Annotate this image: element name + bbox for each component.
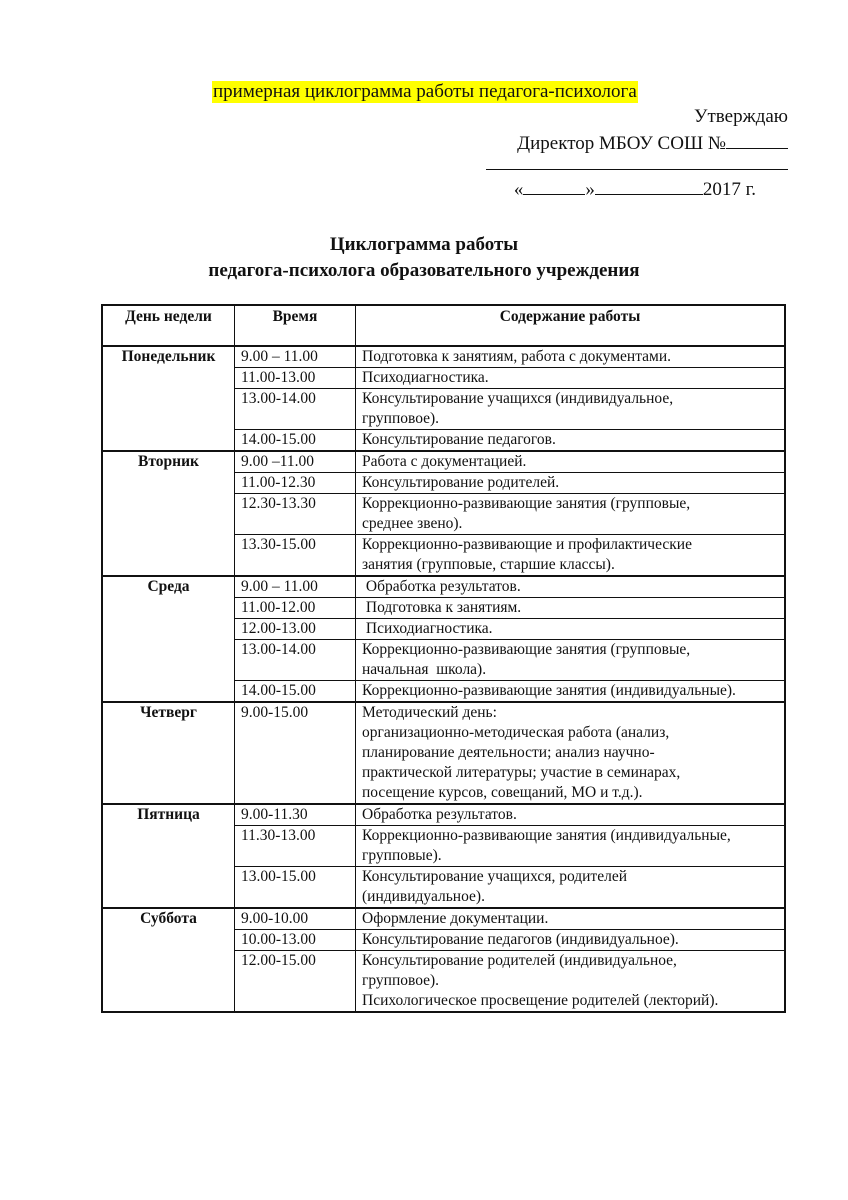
- content-line: Психодиагностика.: [362, 620, 493, 637]
- content-line: Консультирование педагогов (индивидуальное).: [362, 931, 679, 948]
- time-cell: 12.00-15.00: [235, 951, 356, 1013]
- content-line: Работа с документацией.: [362, 453, 527, 470]
- content-cell: [356, 681, 786, 703]
- content-cell: [356, 598, 786, 619]
- time-cell: 12.00-13.00: [235, 619, 356, 640]
- content-line: Консультирование учащихся (индивидуальное,: [362, 390, 674, 407]
- content-line: Психодиагностика.: [362, 369, 489, 386]
- day-cell: Четверг: [102, 702, 235, 804]
- approval-date: [514, 176, 756, 201]
- content-line: посещение курсов, совещаний, МО и т.д.).: [362, 784, 643, 801]
- table-header-row: [102, 305, 785, 346]
- time-cell: 11.30-13.00: [235, 826, 356, 867]
- time-cell: 13.00-15.00: [235, 867, 356, 909]
- content-line: Коррекционно-развивающие и профилактические: [362, 536, 692, 553]
- date-open-quote: «: [513, 179, 524, 200]
- content-cell: [356, 576, 786, 598]
- content-line: Подготовка к занятиям, работа с документами.: [362, 348, 672, 365]
- content-cell: [356, 640, 786, 681]
- content-cell: [356, 867, 786, 909]
- content-line: планирование деятельности; анализ научно-: [362, 744, 655, 761]
- date-month-blank: [595, 176, 703, 195]
- header-time: Время: [235, 305, 356, 346]
- highlighted-note: примерная циклограмма работы педагога-психолога: [213, 81, 637, 102]
- day-cell: Среда: [102, 576, 235, 702]
- content-line: Коррекционно-развивающие занятия (групповые,: [362, 495, 691, 512]
- content-line: (индивидуальное).: [362, 888, 485, 905]
- time-cell: 11.00-13.00: [235, 368, 356, 389]
- content-line: Подготовка к занятиям.: [362, 599, 522, 616]
- content-line: среднее звено).: [362, 515, 463, 532]
- signature-line: [486, 169, 788, 170]
- content-cell: [356, 368, 786, 389]
- content-line: Консультирование родителей.: [362, 474, 560, 491]
- time-cell: 14.00-15.00: [235, 430, 356, 452]
- school-number-blank: [726, 130, 788, 149]
- content-line: групповое).: [362, 410, 440, 427]
- day-cell: Суббота: [102, 908, 235, 1012]
- content-line: Консультирование родителей (индивидуальное,: [362, 952, 677, 969]
- content-cell: [356, 619, 786, 640]
- table-row: [102, 908, 785, 930]
- content-cell: [356, 451, 786, 473]
- approve-label: Утверждаю: [694, 106, 788, 127]
- content-line: Консультирование учащихся, родителей: [362, 868, 627, 885]
- content-line: Методический день:: [362, 704, 497, 721]
- day-cell: Понедельник: [102, 346, 235, 451]
- time-cell: 9.00-10.00: [235, 908, 356, 930]
- content-cell: [356, 951, 786, 1013]
- content-line: Коррекционно-развивающие занятия (групповые,: [362, 641, 691, 658]
- time-cell: 11.00-12.30: [235, 473, 356, 494]
- time-cell: 14.00-15.00: [235, 681, 356, 703]
- schedule-table: [101, 304, 786, 1013]
- title-line-1: Циклограмма работы: [329, 234, 519, 255]
- content-line: Коррекционно-развивающие занятия (индивидуальные,: [362, 827, 731, 844]
- schedule-body: [102, 346, 785, 1012]
- document-title: [0, 232, 848, 284]
- content-line: групповые).: [362, 847, 442, 864]
- time-cell: 10.00-13.00: [235, 930, 356, 951]
- time-cell: 9.00 – 11.00: [235, 346, 356, 368]
- table-row: [102, 804, 785, 826]
- content-line: Психологическое просвещение родителей (лекторий).: [362, 992, 719, 1009]
- content-cell: [356, 535, 786, 577]
- content-cell: [356, 908, 786, 930]
- director-label: Директор МБОУ СОШ №: [517, 133, 726, 154]
- time-cell: 9.00-11.30: [235, 804, 356, 826]
- content-cell: [356, 473, 786, 494]
- content-line: организационно-методическая работа (анализ,: [362, 724, 670, 741]
- content-cell: [356, 430, 786, 452]
- time-cell: 11.00-12.00: [235, 598, 356, 619]
- time-cell: 13.00-14.00: [235, 389, 356, 430]
- date-year: 2017 г.: [702, 179, 756, 200]
- time-cell: 9.00 –11.00: [235, 451, 356, 473]
- content-line: групповое).: [362, 972, 440, 989]
- director-line: [468, 130, 788, 156]
- table-row: [102, 346, 785, 368]
- content-line: Обработка результатов.: [362, 578, 521, 595]
- content-cell: [356, 930, 786, 951]
- approval-block: [468, 104, 788, 200]
- content-cell: [356, 494, 786, 535]
- content-cell: [356, 389, 786, 430]
- content-line: практической литературы; участие в семинарах,: [362, 764, 681, 781]
- content-line: Обработка результатов.: [362, 806, 517, 823]
- content-cell: [356, 346, 786, 368]
- table-row: [102, 576, 785, 598]
- header-day: День недели: [102, 305, 235, 346]
- day-cell: Вторник: [102, 451, 235, 576]
- time-cell: 9.00 – 11.00: [235, 576, 356, 598]
- time-cell: 9.00-15.00: [235, 702, 356, 804]
- day-cell: Пятница: [102, 804, 235, 908]
- time-cell: 13.30-15.00: [235, 535, 356, 577]
- content-cell: [356, 804, 786, 826]
- content-line: Консультирование педагогов.: [362, 431, 556, 448]
- table-row: [102, 451, 785, 473]
- title-line-2: педагога-психолога образовательного учреждения: [208, 260, 640, 281]
- content-line: занятия (групповые, старшие классы).: [362, 556, 615, 573]
- time-cell: 13.00-14.00: [235, 640, 356, 681]
- table-row: [102, 702, 785, 804]
- content-cell: [356, 826, 786, 867]
- content-line: Оформление документации.: [362, 910, 549, 927]
- date-close-quote: »: [585, 179, 595, 200]
- content-line: начальная школа).: [362, 661, 487, 678]
- date-day-blank: [523, 176, 585, 195]
- time-cell: 12.30-13.30: [235, 494, 356, 535]
- content-line: Коррекционно-развивающие занятия (индивидуальные).: [362, 682, 736, 699]
- header-content: Содержание работы: [356, 305, 786, 346]
- content-cell: [356, 702, 786, 804]
